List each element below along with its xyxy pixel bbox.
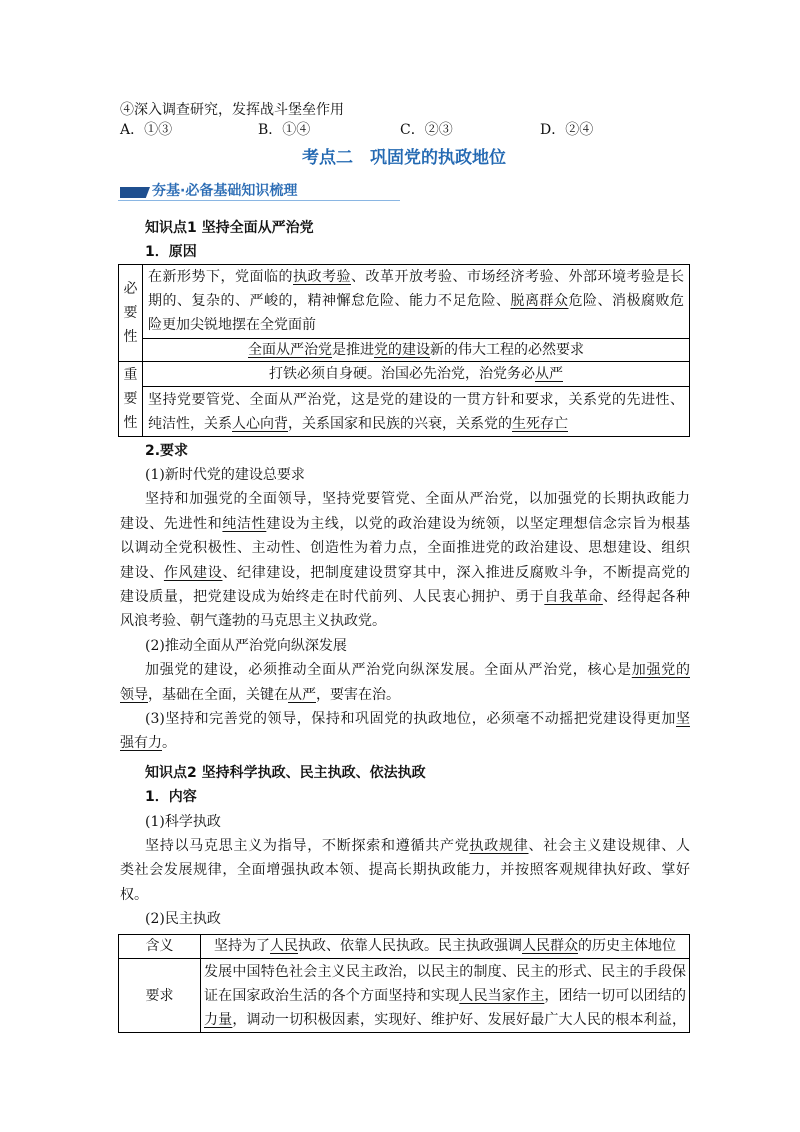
text-segment: 建设为主线，以党的政治建设为统领，以坚定理想信念宗旨为根基 [266,515,691,532]
text-segment: 加强党的建设，必须推动全面从严治党向纵深发展。全面从严治党，核心是 [145,662,632,679]
underlined-term: 力量 [204,1011,233,1028]
text-line [204,960,686,984]
text-segment: 新的伟大工程的必然要求 [430,342,584,358]
importance-summary-cell [143,362,689,387]
requirement-1-paragraph [118,487,690,633]
requirement-2-paragraph [118,658,690,707]
underlined-term: 人民群众 [522,937,578,954]
text-segment: 证在国家政治生活的各个方面坚持和实现 [204,987,460,1004]
text-line [148,412,684,436]
underlined-term: 全面从严治党 [248,342,332,358]
option-a: A．①③ [120,122,173,138]
text-line [120,731,690,755]
text-segment: 建设、 [120,564,164,581]
importance-label-cell [119,362,143,436]
text-segment: 坚持以马克思主义为指导，不断探索和遵循共产党 [145,838,470,854]
text-segment: 风浪考验、朝气蓬勃的马克思主义执政党。 [120,613,386,630]
text-line [148,313,684,337]
text-segment: ，调动一切积极因素，实现好、维护好、发展好最广大人民的根本利益， [232,1011,687,1028]
text-segment: 、社会主义建设规律、人 [528,838,690,854]
text-segment: 建设质量，把党建设成为始终走在时代前列、人民衷心拥护、勇于 [120,588,545,605]
text-line [148,362,684,386]
banner-bar [120,187,150,198]
underlined-term: 强有力 [120,735,162,752]
text-segment: 发展中国特色社会主义民主政治，以民主的制度、民主的形式、民主的手段保 [204,963,686,980]
text-segment: 坚持党要管党、全面从严治党，这是党的建设的一贯方针和要求，关系党的先进性、 [148,392,684,408]
underlined-term: 人民 [270,937,298,954]
underlined-term: 执政规律 [469,838,529,854]
text-segment: 、经得起各种 [602,588,691,605]
necessity-label-cell [119,265,143,362]
requirement-text-cell [201,959,689,1032]
text-segment: 打铁必须自身硬。治国必先治党，治党务必 [269,366,535,382]
knowledge-point-2-title: 知识点2 坚持科学执政、民主执政、依法执政 [145,764,426,781]
text-line [148,289,684,313]
text-segment: 权。 [120,886,148,903]
text-line [204,935,686,958]
importance-label: 重要性 [123,367,138,431]
text-segment: 以调动全党积极性、主动性、创造性为着力点，全面推进党的政治建设、思想建设、组织 [120,540,690,557]
text-segment: 是推进 [332,342,374,358]
underlined-term: 作风建设 [163,564,223,581]
answer-options [118,120,690,140]
reason-table [118,264,690,437]
text-line [120,707,690,731]
text-line [120,585,690,609]
banner-text: 夯基·必备基础知识梳理 [152,183,298,199]
requirement-2-heading: (2)推动全面从严治党向纵深发展 [145,637,347,654]
knowledge-point-1-title: 知识点1 坚持全面从严治党 [145,220,314,236]
text-line [120,834,690,858]
text-segment: ，关系国家和民族的兴衰，关系党的 [288,416,512,432]
requirement-label: 要求 [145,988,174,1005]
underlined-term: 加强党的 [631,662,690,679]
text-segment: 建设、先进性和 [120,515,223,532]
reason-heading: 1．原因 [145,244,197,260]
text-segment: ，基础在全面，关键在 [148,686,288,703]
text-segment: 坚持和加强党的全面领导，坚持党要管党、全面从严治党，以加强党的长期执政能力 [145,491,690,508]
main-content [118,439,690,1033]
text-segment: 、纪律建设，把制度建设贯穿其中，深入推进反腐败斗争，不断提高党的 [222,564,691,581]
requirement-3-paragraph [118,707,690,756]
text-segment: 执政、依靠人民执政。民主执政强调 [298,937,522,954]
scientific-governance-paragraph [118,834,690,907]
content-heading: 1．内容 [145,789,197,806]
underlined-term: 党的建设 [374,342,430,358]
section-banner [118,181,400,201]
text-line [120,658,690,682]
question-item-4: ④深入调查研究，发挥战斗堡垒作用 [120,102,344,118]
text-line [120,683,690,707]
necessity-detail-cell [143,265,689,339]
text-segment: (3)坚持和完善党的领导，保持和巩固党的执政地位，必须毫不动摇把党建设得更加 [145,710,676,727]
underlined-term: 领导 [120,686,148,703]
requirement-label-cell [119,959,201,1032]
text-line [120,536,690,560]
text-line [120,512,690,536]
importance-detail-cell [143,387,689,436]
text-segment: 、改革开放考验、市场经济考验、外部环境考验是长 [351,269,684,285]
necessity-label: 必要性 [123,281,138,345]
underlined-term: 坚 [676,710,690,727]
option-d: D．②④ [540,122,594,138]
underlined-term: 从严 [535,366,563,382]
meaning-label: 含义 [145,937,174,954]
underlined-term: 人民当家作主 [459,987,545,1004]
text-segment: 在新形势下，党面临的 [148,269,293,285]
text-line [148,388,684,412]
text-segment: ，团结一切可以团结的 [544,987,687,1004]
scientific-governance-heading: (1)科学执政 [145,813,221,830]
option-b: B．①④ [258,122,311,138]
underlined-term: 生死存亡 [512,416,568,432]
text-segment: 纯洁性，关系 [148,416,232,432]
meaning-label-cell [119,935,201,959]
democratic-governance-table [118,934,690,1033]
text-segment: ，要害在治。 [316,686,400,703]
meaning-text-cell [201,935,689,959]
text-line [148,265,684,289]
text-line [120,487,690,511]
text-segment: 期的、复杂的、严峻的，精神懈怠危险、能力不足危险、 [148,293,511,309]
underlined-term: 纯洁性 [222,515,267,532]
text-line [148,339,684,361]
text-line [120,858,690,882]
text-segment: 坚持为了 [214,937,270,954]
text-segment: 类社会发展规律，全面增强执政本领、提高长期执政能力，并按照客观规律执好政、掌好 [120,862,690,879]
requirements-heading: 2.要求 [145,442,189,459]
text-line [120,883,690,907]
text-line [204,984,686,1008]
text-line [120,561,690,585]
section-title: 考点二 巩固党的执政地位 [302,148,506,168]
option-c: C．②③ [400,122,453,138]
text-line [204,1008,686,1032]
underlined-term: 自我革命 [544,588,603,605]
text-line [120,609,690,633]
text-segment: 的历史主体地位 [578,937,676,954]
democratic-governance-heading: (2)民主执政 [145,911,221,928]
text-segment: 险更加尖锐地摆在全党面前 [148,317,316,333]
underlined-term: 从严 [288,686,316,703]
requirement-1-heading: (1)新时代党的建设总要求 [145,466,305,483]
underlined-term: 脱离群众 [510,293,569,309]
text-segment: 危险、消极腐败危 [568,293,684,309]
text-segment: 。 [162,735,176,752]
underlined-term: 人心向背 [232,416,288,432]
underlined-term: 执政考验 [293,269,351,285]
necessity-summary-cell [143,339,689,362]
